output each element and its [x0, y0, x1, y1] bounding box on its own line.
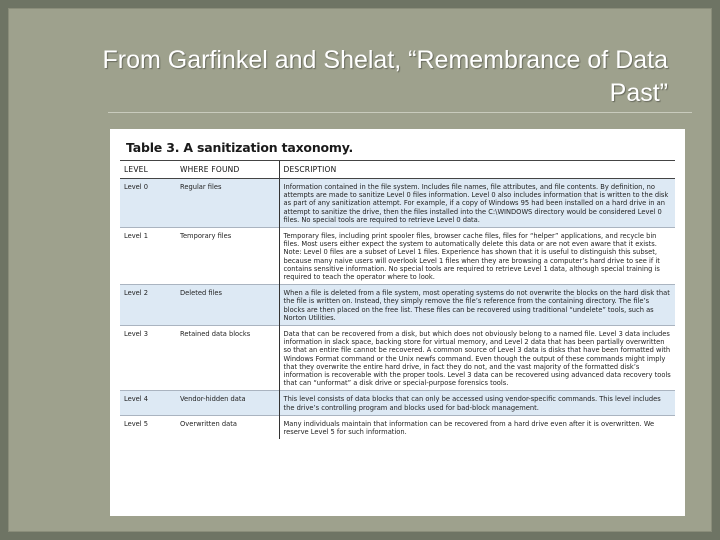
- cell-where-found: Overwritten data: [176, 415, 279, 439]
- cell-where-found: Temporary files: [176, 228, 279, 285]
- cell-level: Level 3: [120, 326, 176, 391]
- sanitization-table: [120, 160, 675, 439]
- header-description: DESCRIPTION: [279, 161, 675, 179]
- table-row: [120, 415, 675, 439]
- slide-title: From Garfinkel and Shelat, “Remembrance of Data Past”: [102, 46, 668, 107]
- header-where-found: WHERE FOUND: [176, 161, 279, 179]
- cell-where-found: Deleted files: [176, 285, 279, 326]
- cell-level: Level 4: [120, 391, 176, 415]
- cell-description: Many individuals maintain that information can be recovered from a hard drive even after it is overwritten. We reserve Level 5 for such information.: [279, 415, 675, 439]
- cell-where-found: Vendor-hidden data: [176, 391, 279, 415]
- cell-level: Level 0: [120, 179, 176, 228]
- table-header-row: [120, 161, 675, 179]
- table-row: [120, 179, 675, 228]
- cell-description: Data that can be recovered from a disk, but which does not obviously belong to a named file. Level 3 data includes information in slack space, backing store for virtual memory, and Level 2 data that has been partially overwritten so that an entire file cannot be recovered. A common source of Level 3 data is disks that have been formatted with Windows Format command or the Unix newfs command. Even though the output of these commands might imply that they overwrite the entire hard drive, in fact they do not, and the vast majority of the formatted disk’s information is recoverable with the proper tools. Level 3 data can be recovered using advanced data recovery tools that can “unformat” a disk drive or special-purpose forensics tools.: [279, 326, 675, 391]
- table-figure: [110, 129, 685, 516]
- cell-description: Information contained in the file system. Includes file names, file attributes, and file contents. By definition, no attempts are made to sanitize Level 0 files information. Level 0 also includes information that is written to the disk as part of any sanitization attempt. For example, if a copy of Windows 95 had been installed on a hard drive in an attempt to sanitize the drive, then the files installed into the C:\WINDOWS directory would be considered Level 0 files. No special tools are required to retrieve Level 0 data.: [279, 179, 675, 228]
- header-level: LEVEL: [120, 161, 176, 179]
- table-caption: Table 3. A sanitization taxonomy.: [126, 140, 354, 155]
- table-row: [120, 285, 675, 326]
- table-row: [120, 228, 675, 285]
- title-divider: [108, 112, 692, 113]
- table-row: [120, 326, 675, 391]
- cell-where-found: Regular files: [176, 179, 279, 228]
- cell-description: When a file is deleted from a file system, most operating systems do not overwrite the blocks on the hard disk that the file is written on. Instead, they simply remove the file’s reference from the containing directory. The file’s blocks are then placed on the free list. These files can be recovered using traditional “undelete” tools, such as Norton Utilities.: [279, 285, 675, 326]
- cell-where-found: Retained data blocks: [176, 326, 279, 391]
- cell-level: Level 2: [120, 285, 176, 326]
- slide: [8, 8, 712, 532]
- table-row: [120, 391, 675, 415]
- cell-level: Level 5: [120, 415, 176, 439]
- cell-level: Level 1: [120, 228, 176, 285]
- cell-description: This level consists of data blocks that can only be accessed using vendor-specific commands. This level includes the drive’s controlling program and blocks used for bad-block management.: [279, 391, 675, 415]
- cell-description: Temporary files, including print spooler files, browser cache files, files for “helper” applications, and recycle bin files. Most users either expect the system to automatically delete this data or are not even aware that it exists. Note: Level 0 files are a subset of Level 1 files. Experience has shown that it is useful to distinguish this subset, because many naive users will overlook Level 1 files when they are browsing a computer’s hard drive to see if it contains sensitive information. No special tools are required to retrieve Level 1 data, although special training is required to teach the operator where to look.: [279, 228, 675, 285]
